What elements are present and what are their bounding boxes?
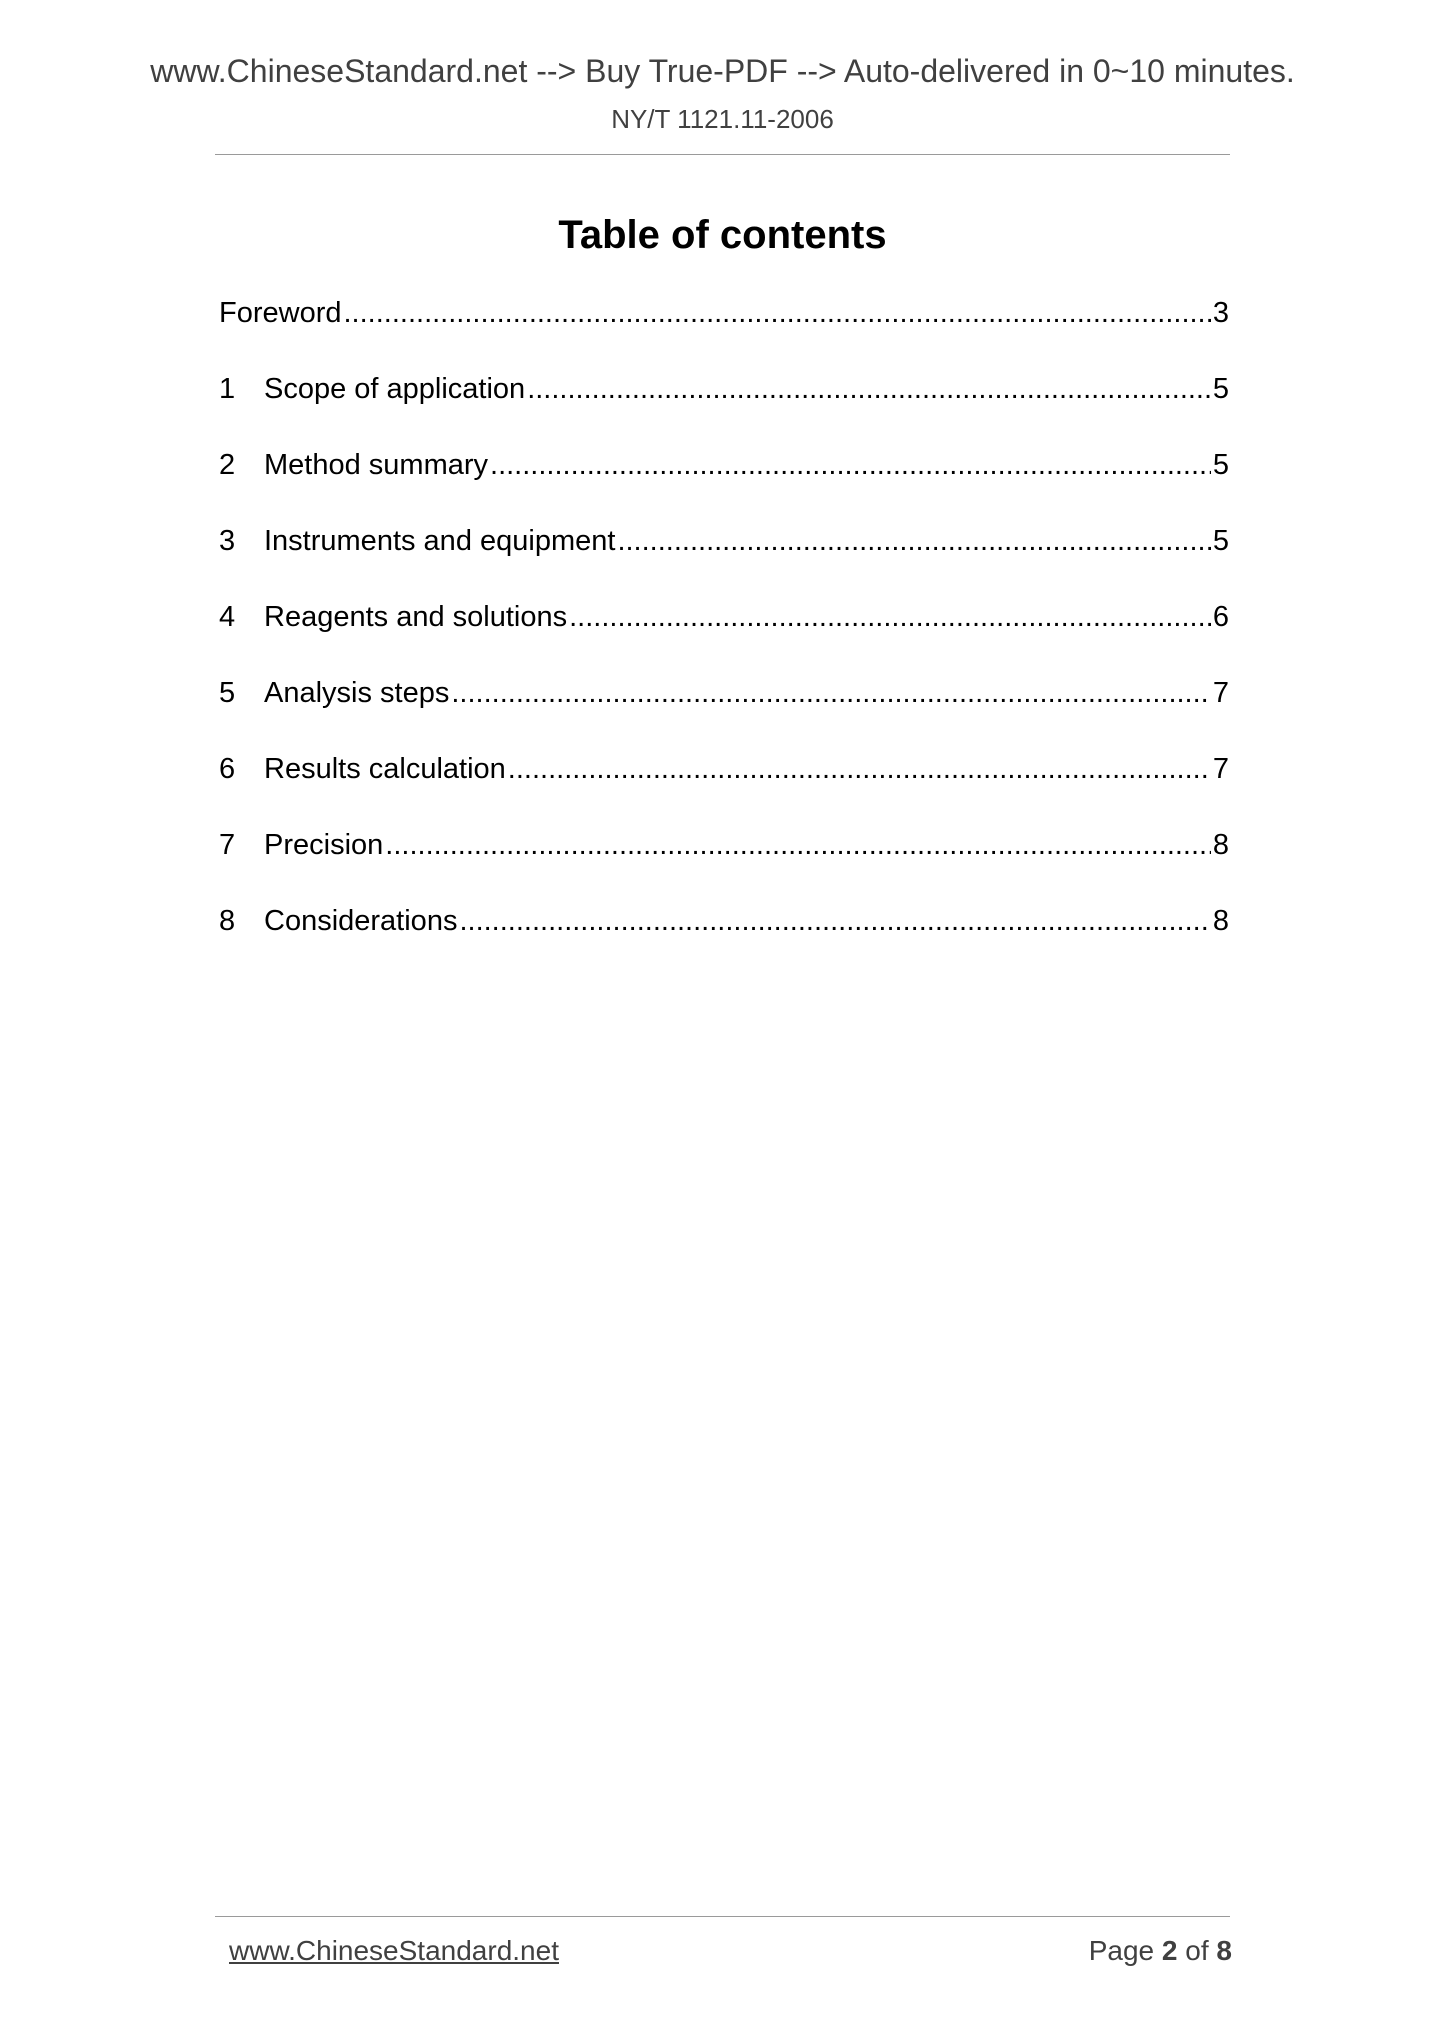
page-of: of [1185, 1935, 1209, 1966]
page-total: 8 [1216, 1935, 1232, 1966]
toc-list [219, 296, 1229, 980]
toc-entry-method-summary[interactable] [219, 448, 1229, 524]
toc-entry-number: 6 [219, 753, 236, 785]
toc-entry-label: Precision [264, 829, 384, 861]
toc-entry-page: 5 [1212, 525, 1229, 557]
toc-dot-leader [385, 828, 1211, 863]
toc-entry-number: 5 [219, 677, 236, 709]
toc-entry-considerations[interactable] [219, 904, 1229, 980]
toc-entry-analysis-steps[interactable] [219, 676, 1229, 752]
toc-entry-label: Instruments and equipment [264, 525, 616, 557]
toc-entry-instruments[interactable] [219, 524, 1229, 600]
toc-entry-number: 2 [219, 449, 236, 481]
page-indicator [1089, 1937, 1232, 1965]
toc-dot-leader [344, 296, 1211, 331]
toc-dot-leader [527, 372, 1211, 407]
toc-entry-label: Method summary [264, 449, 489, 481]
toc-dot-leader [617, 524, 1210, 559]
toc-entry-number: 7 [219, 829, 236, 861]
toc-dot-leader [569, 600, 1211, 635]
toc-entry-number: 3 [219, 525, 236, 557]
toc-dot-leader [490, 448, 1211, 483]
toc-entry-label: Results calculation [264, 753, 506, 785]
toc-entry-number: 1 [219, 373, 236, 405]
toc-entry-precision[interactable] [219, 828, 1229, 904]
document-id: NY/T 1121.11-2006 [611, 104, 834, 134]
toc-dot-leader [508, 752, 1211, 787]
toc-entry-page: 7 [1212, 677, 1229, 709]
toc-entry-page: 8 [1212, 829, 1229, 861]
footer-divider [215, 1916, 1230, 1917]
header-divider [215, 154, 1230, 155]
toc-entry-label: Considerations [264, 905, 458, 937]
toc-entry-page: 5 [1212, 373, 1229, 405]
toc-entry-scope[interactable] [219, 372, 1229, 448]
toc-entry-number: 8 [219, 905, 236, 937]
toc-entry-page: 8 [1212, 905, 1229, 937]
toc-entry-label: Foreword [219, 297, 342, 329]
toc-entry-results[interactable] [219, 752, 1229, 828]
toc-entry-page: 6 [1212, 601, 1229, 633]
toc-entry-page: 5 [1212, 449, 1229, 481]
toc-entry-page: 7 [1212, 753, 1229, 785]
toc-dot-leader [459, 904, 1210, 939]
toc-entry-label: Analysis steps [264, 677, 450, 709]
toc-entry-number: 4 [219, 601, 236, 633]
page-current: 2 [1161, 1935, 1178, 1966]
toc-entry-foreword[interactable] [219, 296, 1229, 372]
toc-entry-label: Scope of application [264, 373, 526, 405]
toc-dot-leader [451, 676, 1211, 711]
footer-website-link[interactable]: www.ChineseStandard.net [229, 1935, 559, 1966]
toc-entry-page: 3 [1212, 297, 1229, 329]
toc-entry-label: Reagents and solutions [264, 601, 568, 633]
header-banner: www.ChineseStandard.net --> Buy True-PDF --> Auto-delivered in 0~10 minutes. [150, 53, 1295, 89]
page-title: Table of contents [558, 213, 887, 257]
page-prefix: Page [1088, 1935, 1155, 1966]
toc-entry-reagents[interactable] [219, 600, 1229, 676]
